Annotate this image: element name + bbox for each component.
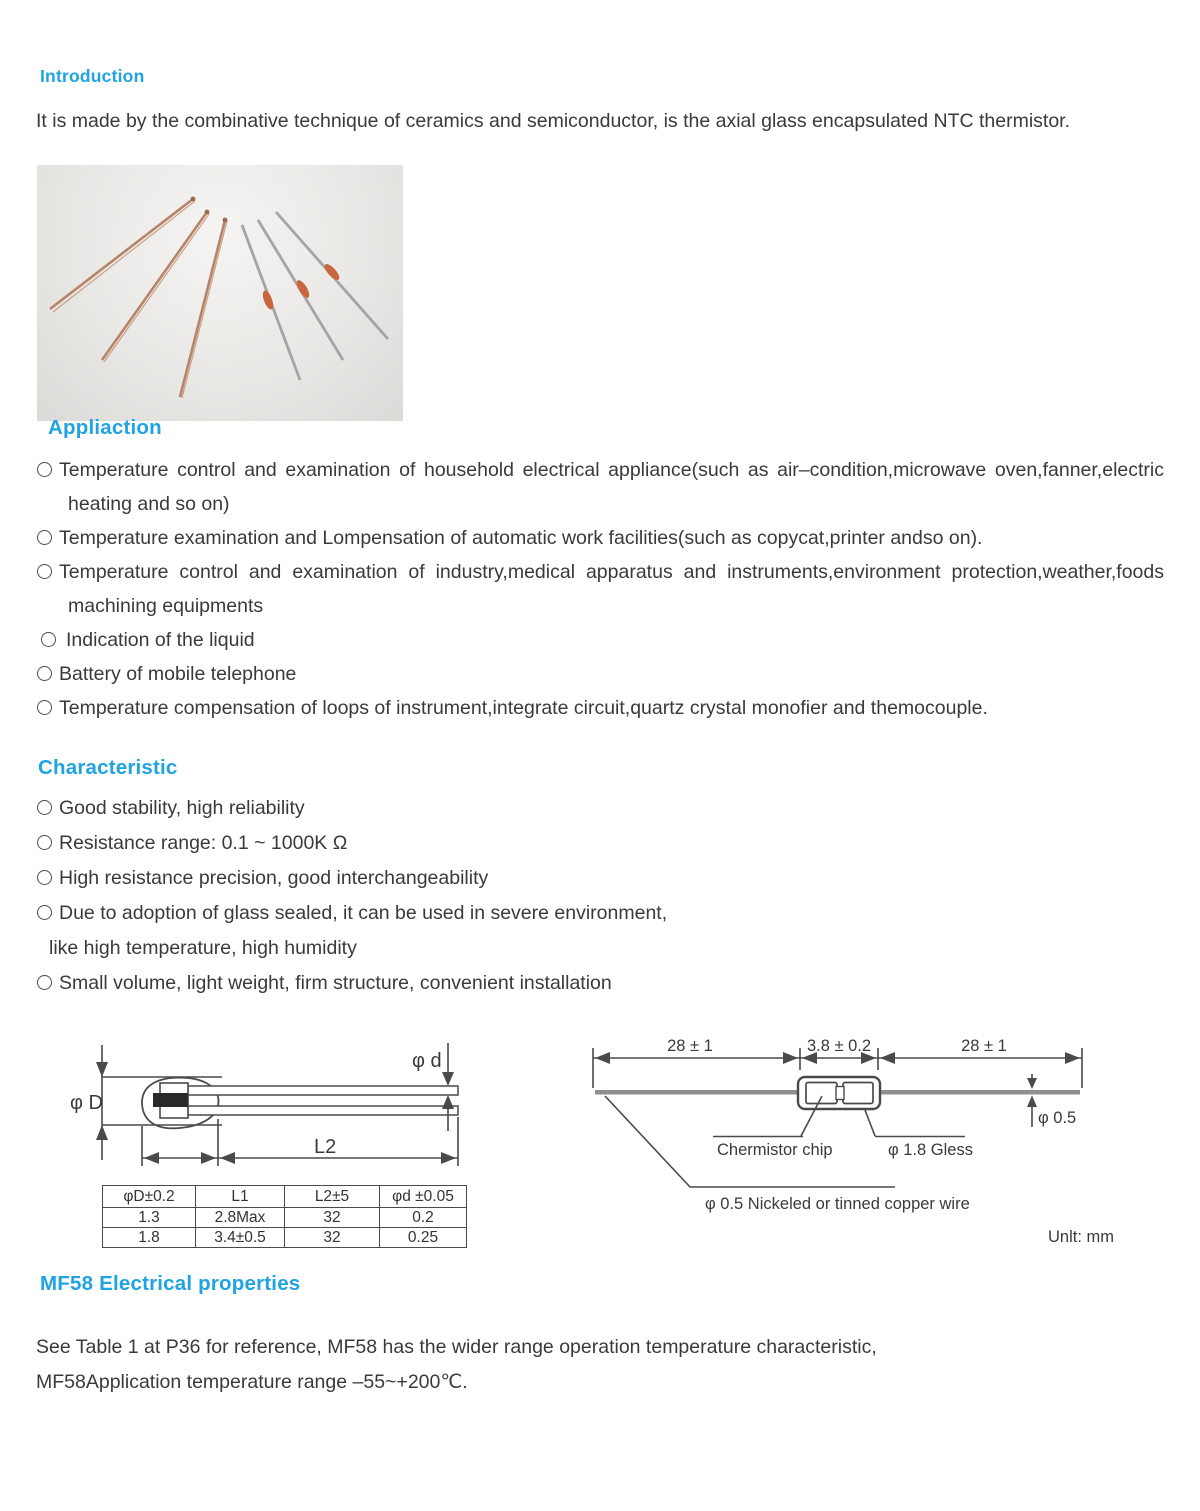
list-item: [36, 791, 1164, 826]
list-item-text: Good stability, high reliability: [59, 797, 305, 819]
outline-drawing: [60, 1025, 545, 1175]
application-heading: Appliaction: [48, 416, 162, 439]
list-item: [36, 623, 1164, 657]
bullet-circle-icon: [37, 462, 52, 477]
dimension-table: [102, 1185, 467, 1248]
unit-label: Unlt: mm: [1048, 1228, 1114, 1246]
chip-label: Chermistor chip: [717, 1141, 833, 1159]
col-header: φd ±0.05: [380, 1186, 467, 1208]
electrical-text: [36, 1330, 1166, 1400]
list-item-text: Temperature compensation of loops of instrument,integrate circuit,quartz crystal monofier and themocouple.: [59, 697, 988, 719]
bullet-circle-icon: [37, 835, 52, 850]
col-header: L1: [196, 1186, 285, 1208]
list-item: [36, 453, 1164, 521]
list-item-text: High resistance precision, good interchangeability: [59, 867, 489, 889]
dim-right-label: 28 ± 1: [961, 1037, 1007, 1055]
table-cell: 0.25: [380, 1228, 467, 1248]
list-item-text: Indication of the liquid: [66, 629, 255, 651]
list-item-text: Battery of mobile telephone: [59, 663, 297, 685]
bullet-circle-icon: [37, 800, 52, 815]
bullet-circle-icon: [37, 905, 52, 920]
bullet-circle-icon: [37, 666, 52, 681]
wire-label: φ 0.5 Nickeled or tinned copper wire: [705, 1195, 970, 1213]
L2-label: L2: [314, 1136, 337, 1158]
phi-d-label: φ d: [412, 1050, 442, 1072]
table-cell: 1.8: [103, 1228, 196, 1248]
phi-D-label: φ D: [70, 1092, 103, 1114]
table-cell: 0.2: [380, 1208, 467, 1228]
table-row: [103, 1228, 467, 1248]
electrical-text-line2: MF58Application temperature range –55~+200℃.: [36, 1371, 468, 1393]
table-cell: 1.3: [103, 1208, 196, 1228]
list-item: [36, 657, 1164, 691]
electrical-heading: MF58 Electrical properties: [40, 1272, 301, 1295]
table-cell: 3.4±0.5: [196, 1228, 285, 1248]
electrical-text-line1: See Table 1 at P36 for reference, MF58 has the wider range operation temperature characteristic,: [36, 1336, 877, 1358]
list-item: [36, 826, 1164, 861]
table-header-row: [103, 1186, 467, 1208]
axial-drawing: [560, 1030, 1140, 1250]
list-item: [36, 966, 1164, 1001]
characteristic-heading: Characteristic: [38, 756, 178, 779]
bullet-circle-icon: [37, 975, 52, 990]
list-item-text: Resistance range: 0.1 ~ 1000K Ω: [59, 832, 348, 854]
list-item: [36, 861, 1164, 896]
list-item: [36, 555, 1164, 623]
table-row: [103, 1208, 467, 1228]
phi-05-label: φ 0.5: [1038, 1109, 1077, 1127]
introduction-heading: Introduction: [40, 66, 145, 86]
bullet-circle-icon: [41, 632, 56, 647]
bullet-circle-icon: [37, 870, 52, 885]
table-cell: 2.8Max: [196, 1208, 285, 1228]
table-cell: 32: [285, 1208, 380, 1228]
table-cell: 32: [285, 1228, 380, 1248]
list-item: [36, 691, 1164, 725]
col-header: φD±0.2: [103, 1186, 196, 1208]
application-list: [36, 453, 1164, 725]
bullet-circle-icon: [37, 564, 52, 579]
list-item-text: Temperature control and examination of industry,medical apparatus and instruments,environment protection,weather,foods: [59, 561, 1164, 583]
thermistor-photo: [37, 165, 403, 421]
list-item-text-cont: machining equipments: [68, 595, 264, 617]
list-item-text: Due to adoption of glass sealed, it can be used in severe environment,: [59, 902, 668, 924]
list-item-text-cont: heating and so on): [68, 493, 230, 515]
list-item-text: Small volume, light weight, firm structure, convenient installation: [59, 972, 612, 994]
dim-left-label: 28 ± 1: [667, 1037, 713, 1055]
list-item-text: Temperature examination and Lompensation of automatic work facilities(such as copycat,printer andso on).: [59, 527, 983, 549]
list-item-text: Temperature control and examination of household electrical appliance(such as air–condition,microwave oven,fanner,electric: [59, 459, 1164, 481]
list-item: [36, 896, 1164, 966]
list-item-text-cont: like high temperature, high humidity: [49, 937, 357, 959]
bullet-circle-icon: [37, 530, 52, 545]
bullet-circle-icon: [37, 700, 52, 715]
characteristic-list: [36, 791, 1164, 1001]
list-item: [36, 521, 1164, 555]
glass-label: φ 1.8 Gless: [888, 1141, 973, 1159]
thermistor-photo-art: [37, 165, 403, 421]
introduction-text: It is made by the combinative technique of ceramics and semiconductor, is the axial glass encapsulated NTC thermistor.: [36, 110, 1071, 132]
dim-center-label: 3.8 ± 0.2: [806, 1037, 872, 1055]
col-header: L2±5: [285, 1186, 380, 1208]
